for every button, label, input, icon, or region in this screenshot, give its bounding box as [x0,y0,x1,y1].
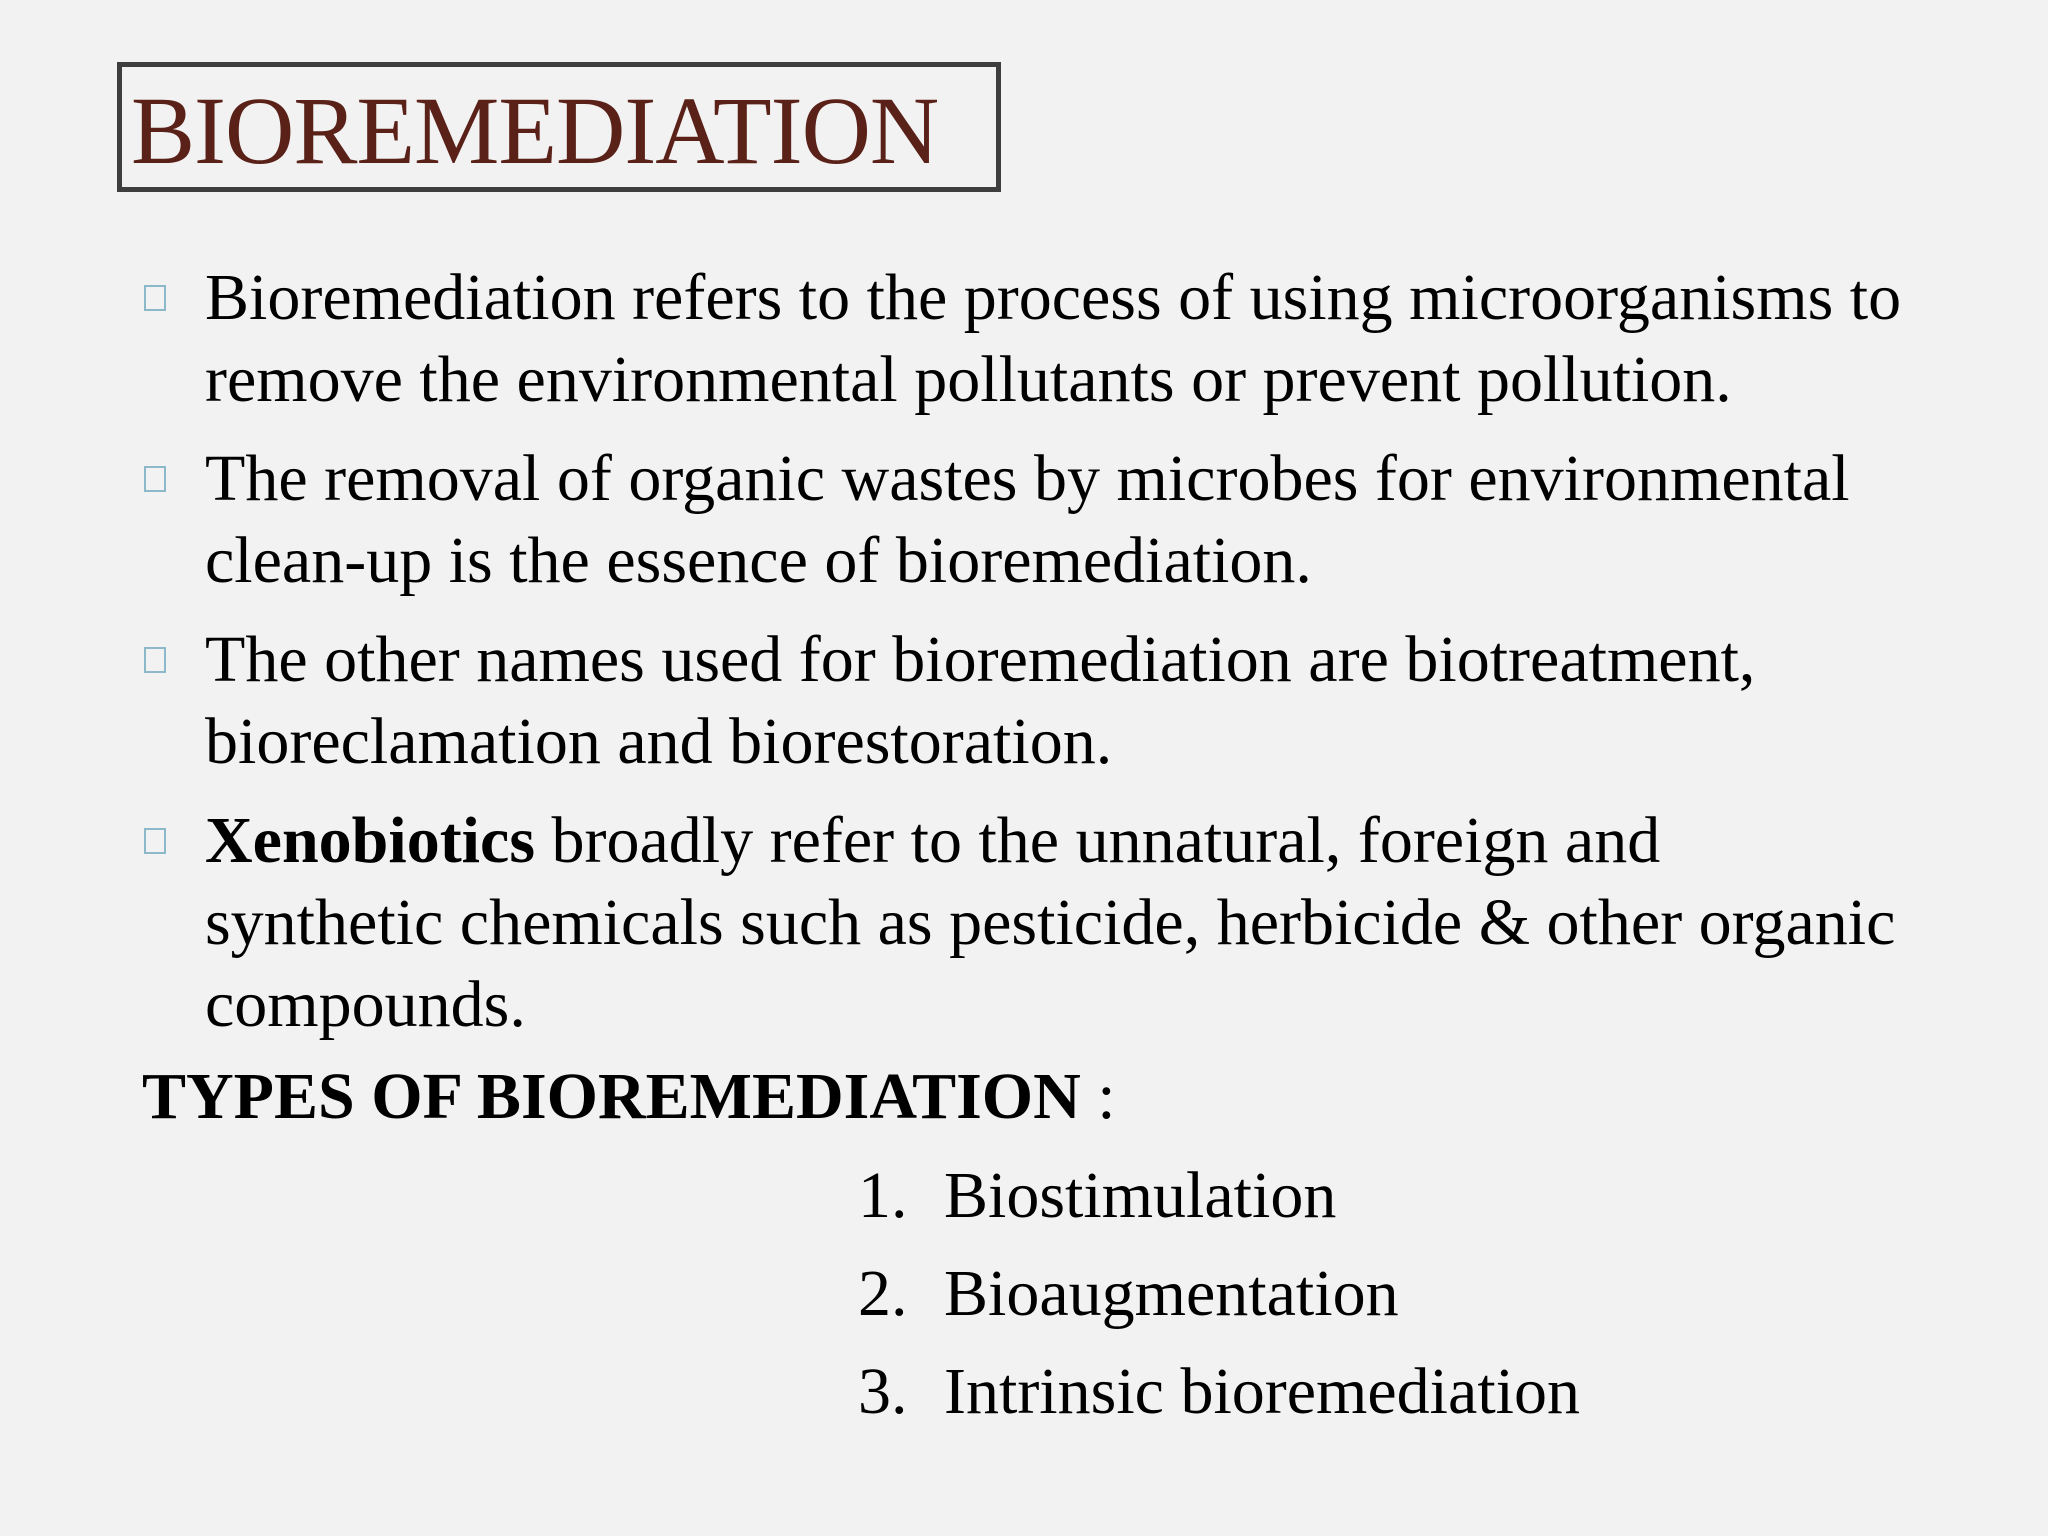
slide-title: BIOREMEDIATION [131,77,939,184]
list-label: Intrinsic bioremediation [944,1355,1580,1428]
bullet-text [205,619,1962,783]
bullet-line [205,800,1962,882]
list-label: Biostimulation [944,1159,1337,1232]
bullet-text [205,438,1962,602]
list-label: Bioaugmentation [944,1257,1399,1330]
bullet-line: The other names used for bioremediation are biotreatment, [205,623,1756,696]
bullet-line: Bioremediation refers to the process of using microorganisms to [205,261,1902,334]
bullet-text [205,800,1962,1046]
xenobiotics-term: Xenobiotics [205,804,535,877]
bullet-square-icon [144,285,166,311]
list-item [858,1351,1580,1449]
bullet-line: clean-up is the essence of bioremediation. [205,524,1312,597]
bullet-line: bioreclamation and biorestoration. [205,705,1113,778]
title-box [117,62,1001,192]
bullet-item [144,257,1962,421]
bullet-square-icon [144,647,166,673]
bullet-item [144,438,1962,602]
bullet-square-icon [144,828,166,854]
list-item [858,1155,1580,1253]
bullet-line: synthetic chemicals such as pesticide, herbicide & other organic [205,886,1896,959]
types-heading-text: TYPES OF BIOREMEDIATION [142,1060,1081,1133]
bullet-text [205,257,1962,421]
bullet-line: compounds. [205,968,526,1041]
types-heading-suffix: : [1080,1060,1116,1133]
list-number: 3. [858,1355,908,1428]
bullet-line: remove the environmental pollutants or prevent pollution. [205,343,1732,416]
list-number: 2. [858,1257,908,1330]
list-number: 1. [858,1159,908,1232]
bullet-line-rest: broadly refer to the unnatural, foreign and [551,804,1661,877]
bullet-square-icon [144,466,166,492]
types-list [858,1155,1580,1449]
types-heading [142,1056,1116,1138]
bullet-item [144,800,1962,1046]
bullet-line: The removal of organic wastes by microbes for environmental [205,442,1850,515]
bullet-item [144,619,1962,783]
list-item [858,1253,1580,1351]
